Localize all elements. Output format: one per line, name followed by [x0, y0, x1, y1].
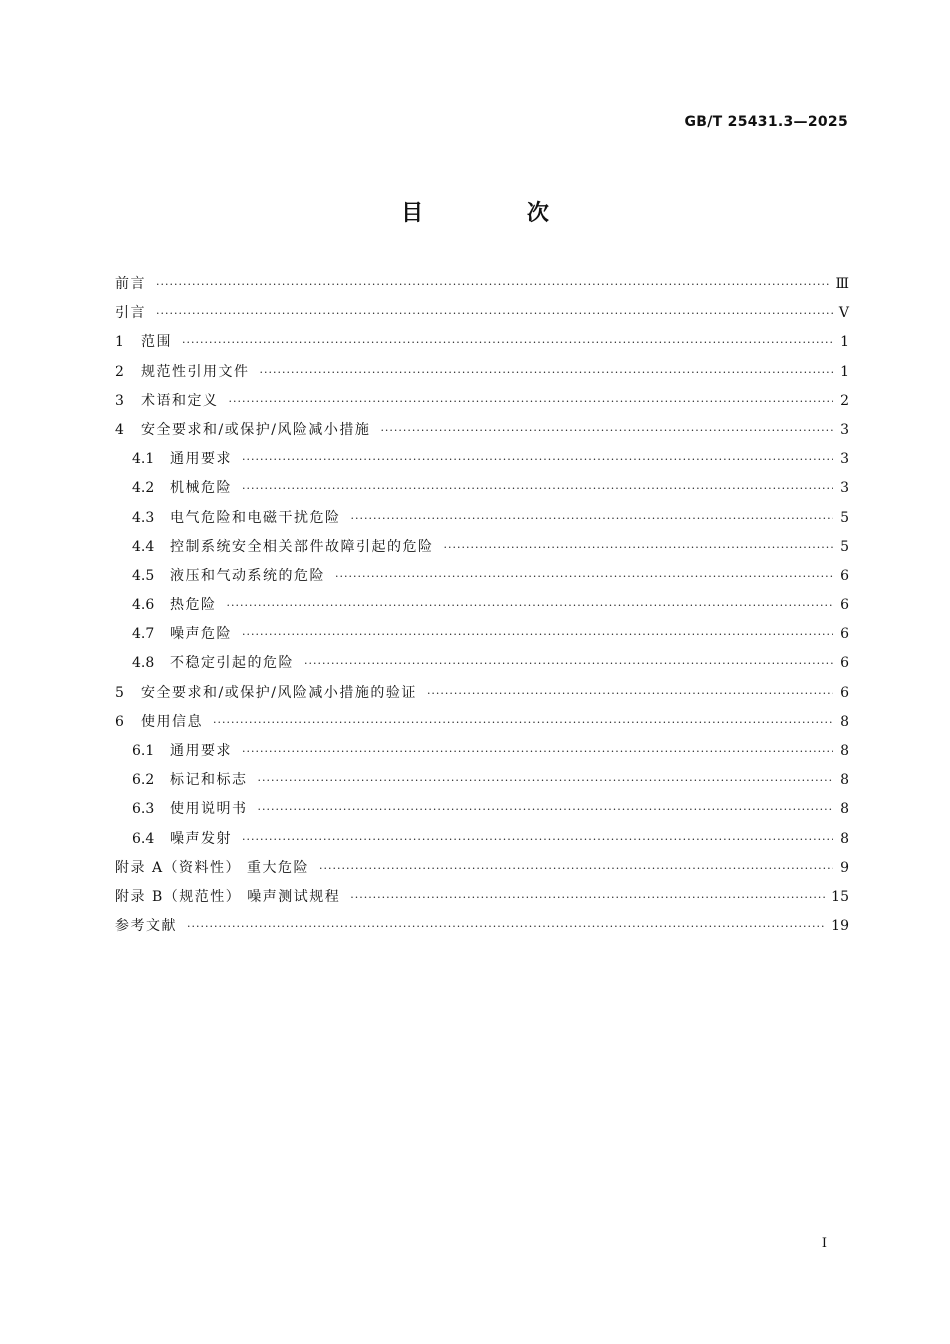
toc-leader-dots: [319, 854, 833, 883]
toc-leader-dots: [444, 533, 834, 562]
toc-entry-page: 5: [840, 509, 849, 526]
toc-leader-dots: [242, 445, 833, 474]
toc-entry-page: 3: [840, 480, 849, 497]
toc-entry[interactable]: [115, 854, 849, 883]
toc-entry-label: 附录 A（资料性） 重大危险: [115, 859, 310, 876]
toc-entry-page: 15: [831, 888, 849, 905]
toc-leader-dots: [335, 562, 833, 591]
toc-entry-page: 3: [840, 421, 849, 438]
toc-entry-number: 4.6: [132, 597, 155, 614]
toc-entry-number: 6: [115, 713, 124, 730]
toc-entry-label: 引言: [115, 305, 146, 322]
toc-leader-dots: [156, 270, 829, 299]
toc-entry-number: 4.3: [132, 509, 155, 526]
toc-leader-dots: [213, 708, 833, 737]
toc-leader-dots: [156, 299, 833, 328]
page-number: Ⅰ: [821, 1236, 827, 1251]
toc-entry[interactable]: [115, 474, 849, 503]
toc-entry-number: 4: [115, 421, 124, 438]
toc-entry-page: 6: [840, 626, 849, 643]
toc-entry[interactable]: [115, 387, 849, 416]
toc-entry[interactable]: [115, 591, 849, 620]
toc-entry-page: 8: [840, 830, 849, 847]
toc-entry[interactable]: [115, 679, 849, 708]
toc-entry-label: 电气危险和电磁干扰危险: [170, 509, 341, 526]
toc-entry-number: 2: [115, 363, 124, 380]
toc-entry-label: 液压和气动系统的危险: [170, 567, 325, 584]
toc-leader-dots: [351, 504, 834, 533]
toc-leader-dots: [227, 591, 834, 620]
toc-entry-number: 5: [115, 684, 124, 701]
toc-entry[interactable]: [115, 649, 849, 678]
toc-leader-dots: [427, 679, 833, 708]
toc-entry[interactable]: [115, 445, 849, 474]
toc-entry[interactable]: [115, 299, 849, 328]
toc-entry-label: 参考文献: [115, 918, 177, 935]
toc-entry-page: 5: [840, 538, 849, 555]
toc-entry-number: 3: [115, 392, 124, 409]
toc-entry-page: 2: [840, 392, 849, 409]
toc-entry-number: 6.3: [132, 801, 155, 818]
toc-entry[interactable]: [115, 562, 849, 591]
toc-entry-page: 1: [840, 334, 849, 351]
toc-entry-label: 机械危险: [170, 480, 232, 497]
toc-leader-dots: [182, 328, 833, 357]
toc-entry-page: 9: [840, 859, 849, 876]
toc-entry-label: 安全要求和/或保护/风险减小措施的验证: [141, 684, 417, 701]
toc-leader-dots: [229, 387, 834, 416]
toc-entry-number: 6.4: [132, 830, 155, 847]
toc-entry-page: 8: [840, 801, 849, 818]
toc-entry-page: 6: [840, 684, 849, 701]
toc-entry[interactable]: [115, 795, 849, 824]
toc-entry-label: 通用要求: [170, 743, 232, 759]
toc-entry-page: 6: [840, 567, 849, 584]
toc-entry-page: 3: [840, 451, 849, 468]
toc-entry[interactable]: [115, 883, 849, 912]
toc-entry-number: 4.4: [132, 538, 155, 555]
toc-entry-page: 8: [840, 713, 849, 730]
toc-entry-label: 术语和定义: [141, 392, 219, 409]
toc-entry-number: 4.8: [132, 655, 155, 672]
toc-leader-dots: [260, 358, 834, 387]
toc-entry-page: 6: [840, 597, 849, 614]
toc-leader-dots: [350, 883, 825, 912]
toc-entry-label: 使用说明书: [170, 801, 248, 818]
toc-leader-dots: [242, 474, 833, 503]
toc-entry[interactable]: [115, 416, 849, 445]
toc-entry-number: 4.2: [132, 480, 155, 497]
toc-entry-label: 噪声发射: [170, 830, 232, 847]
page-title: 目 次: [401, 201, 597, 226]
toc-entry[interactable]: [115, 737, 849, 766]
toc-leader-dots: [258, 766, 834, 795]
toc-leader-dots: [304, 649, 833, 678]
standard-code: GB/T 25431.3—2025: [684, 114, 848, 130]
toc-entry-label: 噪声危险: [170, 626, 232, 643]
toc-entry-number: 6.1: [132, 743, 155, 759]
toc-entry-number: 4.7: [132, 626, 155, 643]
toc-entry-page: Ⅲ: [835, 276, 849, 292]
toc-entry[interactable]: [115, 620, 849, 649]
toc-entry-label: 范围: [141, 334, 172, 351]
toc-entry-page: 1: [840, 363, 849, 380]
toc-entry[interactable]: [115, 270, 849, 299]
toc-entry[interactable]: [115, 825, 849, 854]
toc-entry-label: 控制系统安全相关部件故障引起的危险: [170, 538, 434, 555]
toc-leader-dots: [258, 795, 834, 824]
toc-leader-dots: [187, 912, 825, 941]
toc-leader-dots: [242, 620, 833, 649]
toc-entry-label: 安全要求和/或保护/风险减小措施: [141, 421, 371, 438]
toc-entry[interactable]: [115, 766, 849, 795]
toc-leader-dots: [380, 416, 833, 445]
toc-entry[interactable]: [115, 912, 849, 941]
toc-entry-number: 4.1: [132, 451, 155, 468]
table-of-contents: [115, 270, 849, 941]
toc-entry-number: 6.2: [132, 772, 155, 789]
toc-entry-label: 通用要求: [170, 451, 232, 468]
toc-entry[interactable]: [115, 533, 849, 562]
toc-entry-label: 热危险: [170, 597, 217, 614]
toc-entry-label: 标记和标志: [170, 772, 248, 789]
toc-entry[interactable]: [115, 328, 849, 357]
toc-entry[interactable]: [115, 708, 849, 737]
toc-entry-label: 附录 B（规范性） 噪声测试规程: [115, 888, 341, 905]
toc-entry-label: 规范性引用文件: [141, 363, 250, 380]
toc-entry-label: 不稳定引起的危险: [170, 655, 294, 672]
toc-entry-page: Ⅴ: [838, 305, 849, 322]
toc-entry-page: 8: [840, 743, 849, 759]
toc-entry-page: 19: [831, 918, 849, 935]
toc-entry[interactable]: [115, 504, 849, 533]
toc-leader-dots: [242, 825, 833, 854]
toc-entry-number: 4.5: [132, 567, 155, 584]
toc-entry-label: 前言: [115, 276, 146, 292]
toc-leader-dots: [242, 737, 833, 766]
toc-entry-label: 使用信息: [141, 713, 203, 730]
toc-entry[interactable]: [115, 358, 849, 387]
toc-entry-page: 8: [840, 772, 849, 789]
toc-entry-number: 1: [115, 334, 124, 351]
toc-entry-page: 6: [840, 655, 849, 672]
